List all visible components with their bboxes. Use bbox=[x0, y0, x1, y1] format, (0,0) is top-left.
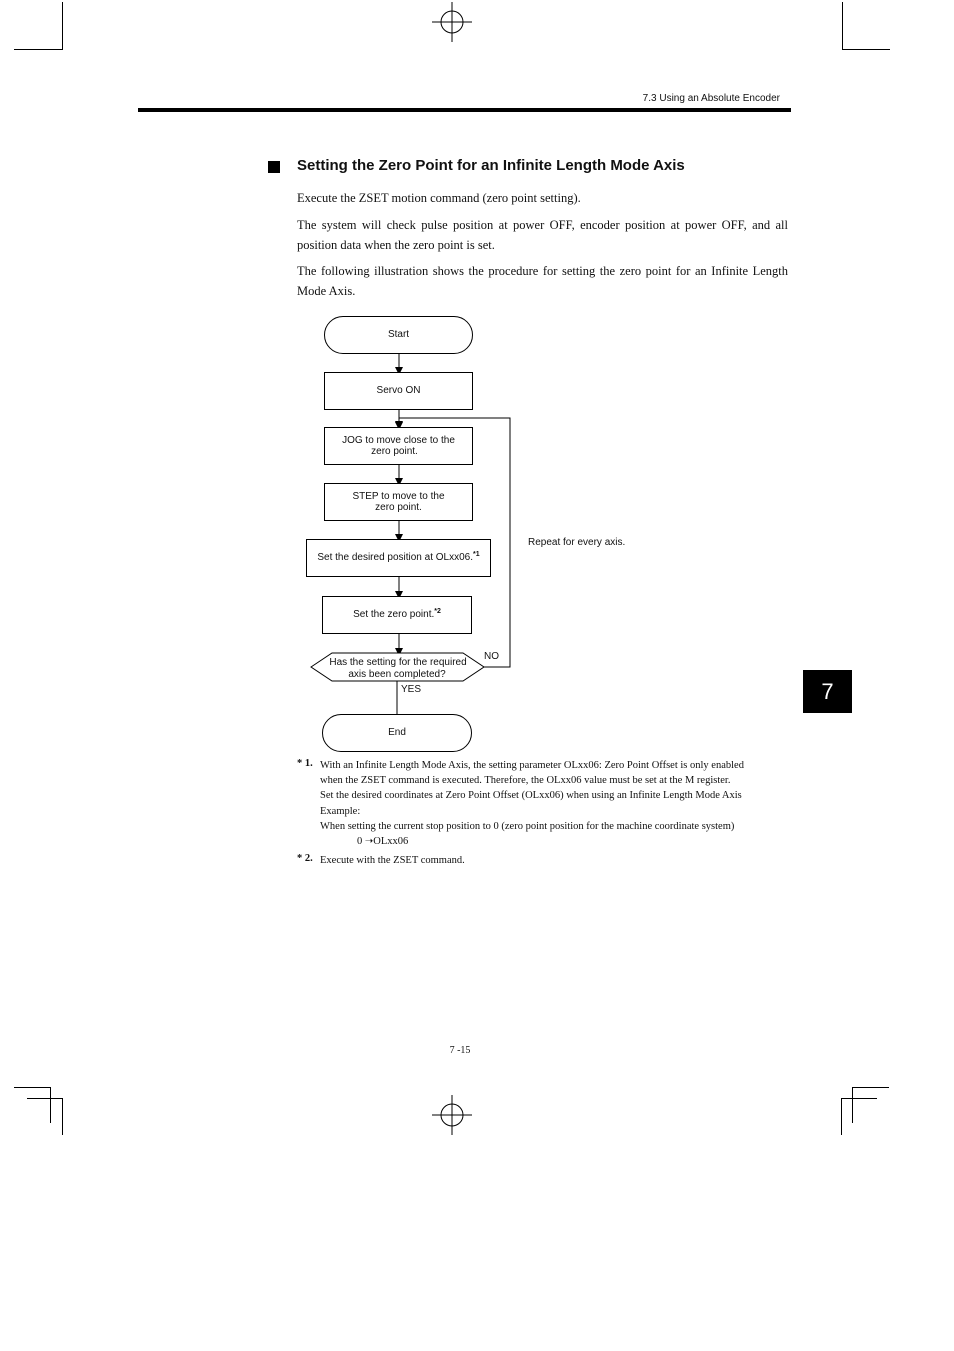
flow-servo-on-label: Servo ON bbox=[376, 385, 421, 397]
flow-start bbox=[324, 316, 473, 354]
note-2-text: Execute with the ZSET command. bbox=[320, 855, 465, 866]
flow-start-label: Start bbox=[387, 329, 410, 341]
flow-end-label: End bbox=[388, 727, 406, 739]
note-2-marker: * 2. bbox=[297, 853, 313, 864]
flow-repeat-label: Repeat for every axis. bbox=[528, 537, 626, 548]
running-header: 7.3 Using an Absolute Encoder bbox=[642, 93, 780, 104]
flow-set-zero bbox=[322, 596, 472, 634]
registration-mark-bottom bbox=[432, 1095, 472, 1135]
chapter-tab: 7 bbox=[803, 670, 852, 713]
flow-end bbox=[322, 714, 472, 752]
flow-no-label: NO bbox=[484, 651, 499, 662]
flow-yes-label: YES bbox=[401, 684, 422, 695]
paragraph-1: Execute the ZSET motion command (zero point setting). bbox=[297, 191, 581, 205]
flow-servo-on bbox=[324, 372, 473, 410]
note-1-line-5: When setting the current stop position to 0 (zero point position for the machine coordinate system) bbox=[320, 821, 735, 832]
flow-step-line1: STEP to move to the bbox=[352, 490, 445, 502]
note-1-example-value: 0 bbox=[357, 836, 363, 847]
paragraph-3: The following illustration shows the procedure for setting the zero point for an Infinite Length Mode Axis. bbox=[297, 264, 788, 298]
flow-set-position-label: Set the desired position at OLxx06. bbox=[317, 552, 474, 564]
footnote-ref-1: *1 bbox=[473, 551, 480, 559]
arrow-right-icon: ➝ bbox=[364, 836, 374, 847]
flow-decision-line2: axis been completed? bbox=[348, 668, 446, 680]
note-1-line-1: With an Infinite Length Mode Axis, the setting parameter OLxx06: Zero Point Offset is only enabled bbox=[320, 760, 744, 771]
flow-set-zero-label: Set the zero point. bbox=[353, 609, 435, 621]
flow-jog-line1: JOG to move close to the bbox=[342, 434, 455, 446]
page-number: 7 -15 bbox=[449, 1045, 471, 1056]
flow-set-position bbox=[306, 539, 491, 577]
flow-step bbox=[324, 483, 473, 521]
note-1-example bbox=[357, 834, 408, 849]
note-1-line-2: when the ZSET command is executed. Therefore, the OLxx06 value must be set at the M register. bbox=[320, 775, 731, 786]
flow-decision-line1: Has the setting for the required bbox=[329, 657, 467, 668]
note-1-line-3: Set the desired coordinates at Zero Point Offset (OLxx06) when using an Infinite Length Mode Axis bbox=[320, 790, 742, 801]
note-1-line-4: Example: bbox=[320, 806, 361, 817]
flow-step-line2: zero point. bbox=[375, 502, 422, 513]
flow-jog-line2: zero point. bbox=[371, 446, 418, 457]
paragraph-2: The system will check pulse position at power OFF, encoder position at power OFF, and all position data when the zero point is set. bbox=[297, 218, 788, 252]
note-1-example-target: OLxx06 bbox=[373, 836, 409, 847]
flow-jog bbox=[324, 427, 473, 465]
flow-decision-text bbox=[312, 657, 484, 680]
section-title: Setting the Zero Point for an Infinite Length Mode Axis bbox=[297, 157, 685, 174]
note-1-marker: * 1. bbox=[297, 758, 313, 769]
footnote-ref-2: *2 bbox=[434, 608, 441, 616]
